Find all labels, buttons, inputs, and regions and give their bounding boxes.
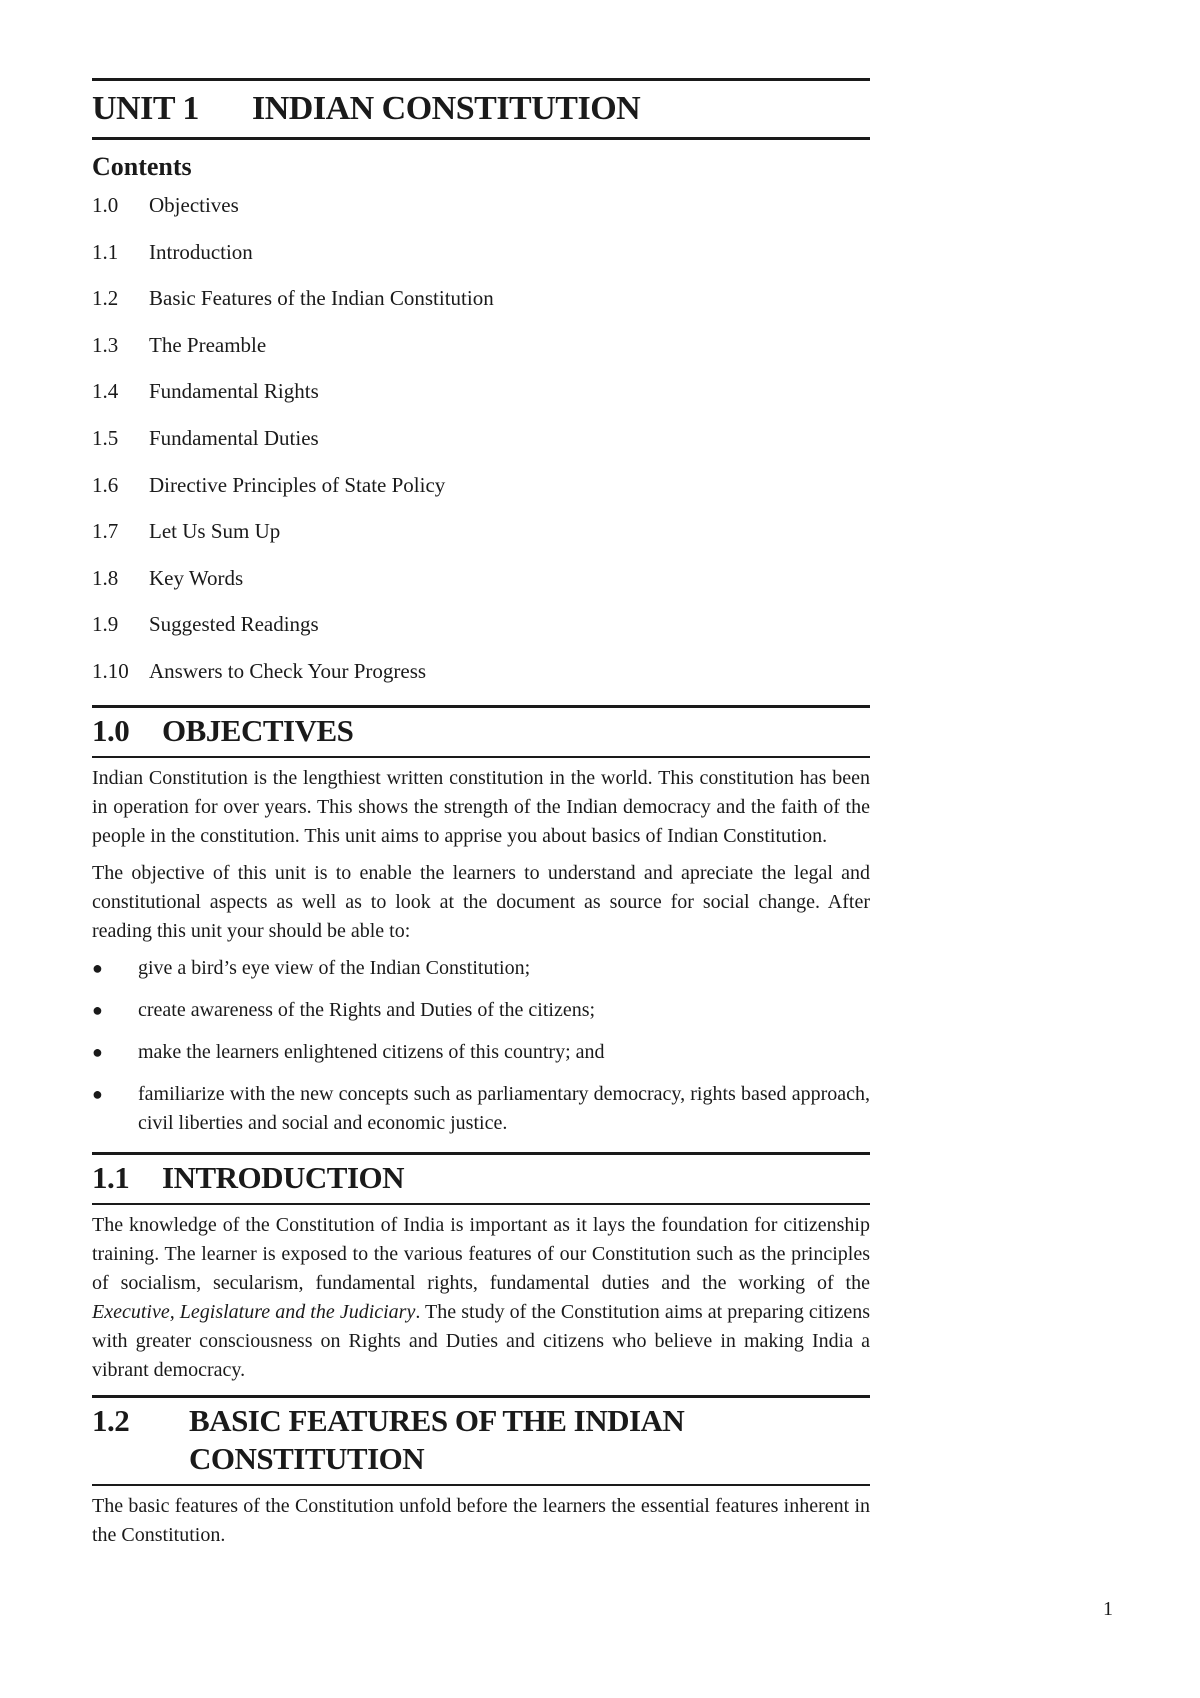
objectives-heading <box>92 712 870 750</box>
section-title <box>189 1402 684 1478</box>
introduction-paragraph <box>92 1211 870 1385</box>
basic-features-top-rule <box>92 1395 870 1398</box>
toc-num: 1.7 <box>92 519 119 544</box>
introduction-bottom-rule <box>92 1203 870 1205</box>
basic-features-bottom-rule <box>92 1484 870 1486</box>
toc-num: 1.2 <box>92 286 119 311</box>
toc-num: 1.0 <box>92 193 119 217</box>
bullet-item <box>92 996 870 1025</box>
bullet-item <box>92 1038 870 1067</box>
toc-num: 1.10 <box>92 658 129 683</box>
bullet-text: give a bird’s eye view of the Indian Constitution; <box>138 956 531 979</box>
toc-num: 1.8 <box>92 565 119 590</box>
toc-label: Directive Principles of State Policy <box>149 472 446 497</box>
toc-label: Let Us Sum Up <box>149 519 281 544</box>
intro-text-italic: Executive, Legislature and the Judiciary <box>92 1300 416 1323</box>
document-page <box>92 78 870 1558</box>
objectives-bullet-list <box>92 954 870 1138</box>
bullet-item <box>92 1080 870 1138</box>
toc-num: 1.1 <box>92 239 119 264</box>
contents-heading: Contents <box>92 152 192 181</box>
section-title: OBJECTIVES <box>162 712 354 748</box>
toc-num: 1.9 <box>92 612 119 637</box>
bullet-icon: ● <box>92 1083 103 1104</box>
toc-item <box>92 239 870 265</box>
toc-item <box>92 658 870 684</box>
toc-label: Suggested Readings <box>149 612 319 637</box>
bullet-icon: ● <box>92 1041 103 1062</box>
section-number: 1.0 <box>92 712 130 748</box>
toc-num: 1.3 <box>92 332 119 357</box>
objectives-bottom-rule <box>92 756 870 758</box>
toc-item <box>92 332 870 358</box>
section-number: 1.1 <box>92 1159 130 1195</box>
toc-num: 1.6 <box>92 472 119 497</box>
toc-label: Introduction <box>149 239 253 264</box>
toc-item <box>92 518 870 544</box>
bullet-item <box>92 954 870 983</box>
contents-list <box>92 192 870 684</box>
top-rule <box>92 78 870 81</box>
toc-item <box>92 565 870 591</box>
toc-label: Fundamental Rights <box>149 379 319 404</box>
bullet-icon: ● <box>92 999 103 1020</box>
basic-features-paragraph: The basic features of the Constitution unfold before the learners the essential features inherent in the Constitution. <box>92 1494 870 1546</box>
toc-num: 1.5 <box>92 425 119 450</box>
toc-item <box>92 285 870 311</box>
unit-title-text: INDIAN CONSTITUTION <box>252 90 641 127</box>
unit-title-rule <box>92 137 870 140</box>
toc-label: Key Words <box>149 565 244 590</box>
bullet-icon: ● <box>92 957 103 978</box>
toc-item <box>92 425 870 451</box>
toc-label: Basic Features of the Indian Constitution <box>149 286 494 311</box>
toc-item <box>92 378 870 404</box>
bullet-text: make the learners enlightened citizens of this country; and <box>138 1040 605 1063</box>
basic-features-heading <box>92 1402 870 1478</box>
toc-item <box>92 192 870 218</box>
intro-text-end: . The study of the Constitution aims at preparing citizens with greater consciousness on Rights and Duties and citizens who believe in making India a vibrant democracy. <box>92 1300 870 1381</box>
toc-label: The Preamble <box>149 332 267 357</box>
toc-item <box>92 611 870 637</box>
section-number: 1.2 <box>92 1402 130 1438</box>
unit-number: UNIT 1 <box>92 90 199 127</box>
toc-label: Answers to Check Your Progress <box>149 658 427 683</box>
unit-title <box>92 89 870 129</box>
toc-item <box>92 472 870 498</box>
introduction-heading <box>92 1159 870 1197</box>
section-title-line-1: BASIC FEATURES OF THE INDIAN <box>189 1402 685 1438</box>
bullet-text: create awareness of the Rights and Duties of the citizens; <box>138 998 596 1021</box>
toc-num: 1.4 <box>92 379 119 404</box>
toc-label: Fundamental Duties <box>149 425 319 450</box>
intro-text-start: The knowledge of the Constitution of India is important as it lays the foundation for citizenship training. The learner is exposed to the various features of our Constitution such as the principles of socialism, secularism, fundamental rights, fundamental duties and the working of the <box>92 1213 870 1294</box>
objectives-paragraph-1: Indian Constitution is the lengthiest written constitution in the world. This constitution has been in operation for over years. This shows the strength of the Indian democracy and the faith of the people in the constitution. This unit aims to apprise you about basics of Indian Constitution. <box>92 766 870 847</box>
introduction-top-rule <box>92 1152 870 1155</box>
section-title: INTRODUCTION <box>162 1159 405 1195</box>
objectives-paragraph-2: The objective of this unit is to enable the learners to understand and apreciate the legal and constitutional aspects as well as to look at the document as source for social change. After reading this unit your should be able to: <box>92 861 870 942</box>
section-title-line-2: CONSTITUTION <box>189 1440 425 1476</box>
page-number: 1 <box>1103 1598 1113 1620</box>
bullet-text: familiarize with the new concepts such as parliamentary democracy, rights based approach, civil liberties and social and economic justice. <box>138 1082 870 1134</box>
toc-label: Objectives <box>149 193 239 217</box>
objectives-top-rule <box>92 705 870 708</box>
